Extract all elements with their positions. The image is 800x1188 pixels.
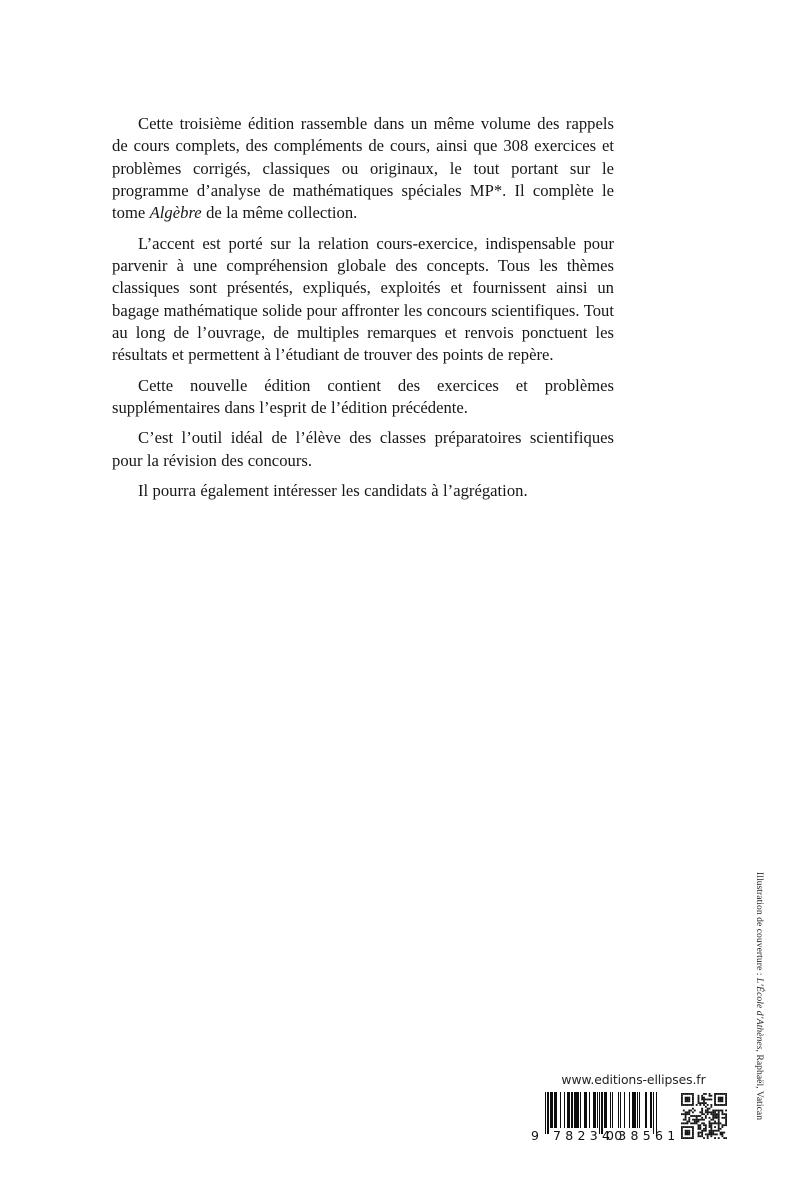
publisher-website-url[interactable]: www.editions-ellipses.fr <box>561 1072 706 1087</box>
publisher-block <box>531 1072 736 1147</box>
back-cover-blurb <box>112 113 614 503</box>
book-title-algebre: Algèbre <box>149 203 202 223</box>
blurb-paragraph-2: L’accent est porté sur la relation cours-exercice, indispensable pour parvenir à une compréhension globale des concepts. Tous les thèmes classiques sont présentés, expliqués, exploités et fournissent ainsi un bagage mathématique solide pour affronter les concours scientifiques. Tout au long de l’ouvrage, de multiples remarques et renvois ponctuent les résultats et permettent à l’étudiant de trouver des points de repère. <box>112 233 614 365</box>
barcode-digits <box>531 1128 680 1144</box>
cover-credit-prefix: Illustration de couverture : <box>754 872 765 978</box>
blurb-paragraph-3: Cette nouvelle édition contient des exercices et problèmes supplémentaires dans l’esprit de l’édition précédente. <box>112 375 614 418</box>
blurb-paragraph-1 <box>112 113 614 225</box>
cover-credit-work-title: L’École d’Athènes <box>754 977 765 1050</box>
barcode-right-group: 038561 <box>606 1128 680 1143</box>
barcode-left-group: 782340 <box>553 1128 627 1143</box>
ean13-barcode <box>531 1092 680 1147</box>
blurb-paragraph-4: C’est l’outil idéal de l’élève des classes préparatoires scientifiques pour la révision des concours. <box>112 428 614 470</box>
blurb-paragraph-1-post: de la même collection. <box>201 203 358 223</box>
blurb-paragraph-5: Il pourra également intéresser les candidats à l’agrégation. <box>138 481 528 501</box>
cover-illustration-credit <box>749 872 769 1162</box>
barcode-lead-digit: 9 <box>531 1128 539 1143</box>
code-row <box>531 1092 736 1147</box>
qr-code-icon[interactable] <box>681 1093 727 1139</box>
blurb-paragraph-1-pre: Cette troisième édition rassemble dans un même volume des rappels de cours complets, des compléments de cours, ainsi que 308 exercices et problèmes corrigés, classiques ou originaux, le tout portant sur le programme d’analyse de mathématiques spéciales MP*. Il complète le tome <box>112 114 614 223</box>
cover-credit-suffix: , Raphaël, Vatican <box>754 1049 765 1121</box>
